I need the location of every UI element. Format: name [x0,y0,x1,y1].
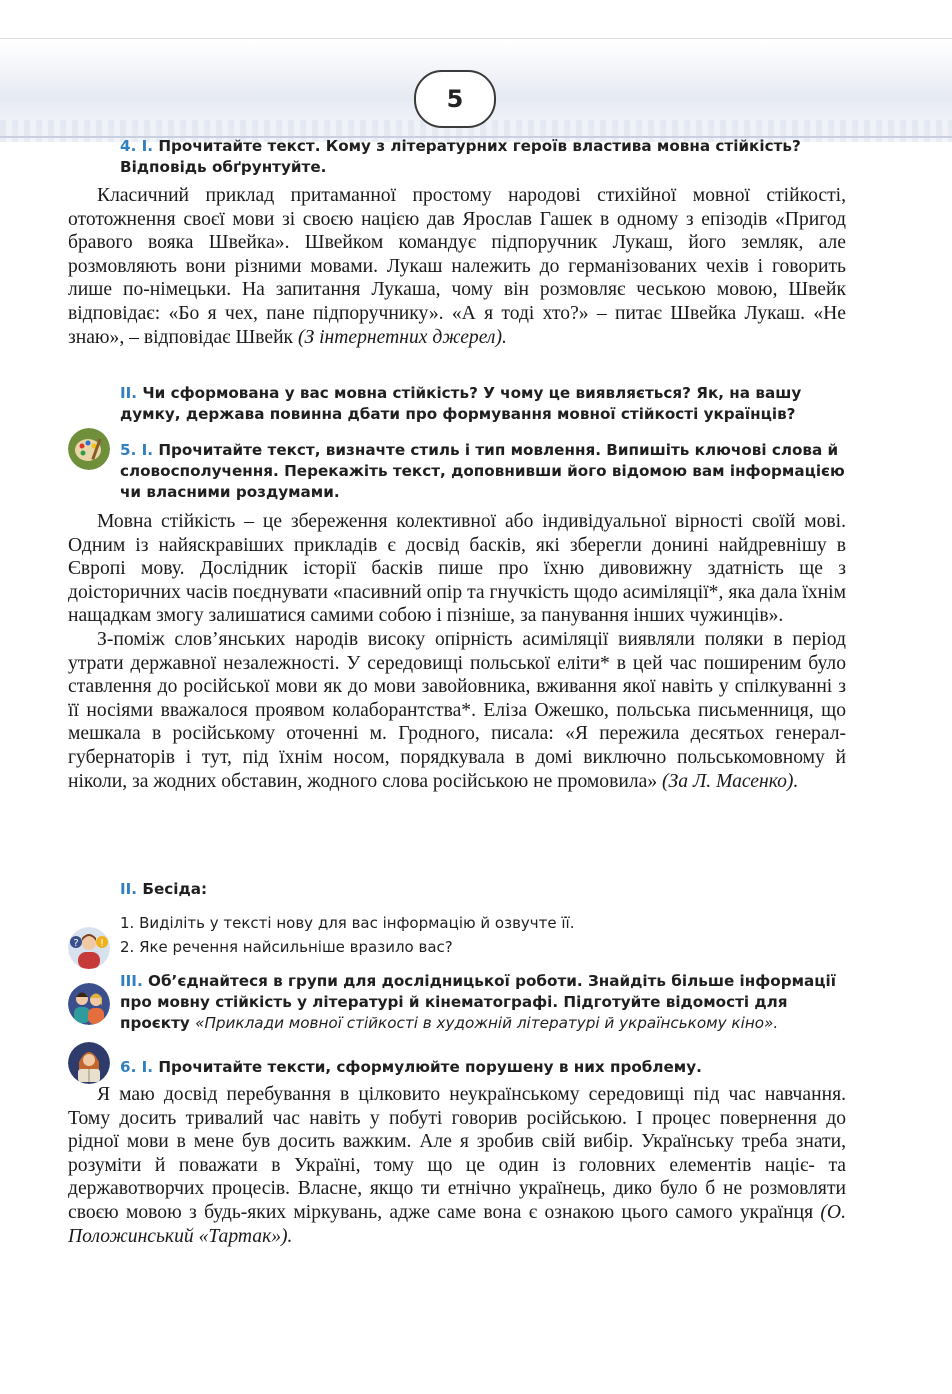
task4-sub2 [120,383,846,425]
task5-sub3 [120,971,846,1034]
top-rule [0,38,952,39]
task5-sub3-text: Об’єднайтеся в групи для дослідницької роботи. Знайдіть більше інформації про мовну стійкість у літературі й кінематографі. Підготуйте відомості для проєкту [120,972,836,1032]
task5-sub3-number: III. [120,972,143,990]
task5-sub2-text: Бесіда: [142,880,208,898]
page-number: 5 [414,70,496,128]
task5-paragraph-1: Мовна стійкість – це збереження колективної або індивідуальної вірності своїй мові. Одним із найяскравіших прикладів є досвід басків, які зберегли донині найдревнішу в Європі мову. Дослідник історії басків пише про їхню дивовижну здатність ще з доісторичних часів поєднувати «пасивний опір та гнучкість щодо асиміляції*, яка дала їхнім нащадкам змогу залишатися самими собою і пізніше, за панування інших чужинців». [68,511,846,627]
task4-instruction [120,136,846,178]
task5-paragraph-2-source: (За Л. Масенко). [662,770,799,792]
task5-sub2-number: II. [120,880,138,898]
task5-paragraph-2: З-поміж слов’янських народів високу опірність асиміляції виявляли поляки в період утрати державної незалежності. У середовищі польської еліти* в цей час поширеним було ставлення до російської мови як до мови завойовника, вживання якої навіть у спілкуванні з її носіями вважалося проявом колаборантства*. Еліза Ожешко, польська письменниця, що мешкала в російському оточенні м. Гродного, писала: «Я пережила десятьох генерал-губернаторів і тут, під їхнім носом, порядкувала в домі виключно польськомовному й ніколи, за жодних обставин, жодного слова російською не промовила» [68,628,846,792]
task4-body-text: Класичний приклад притаманної простому народові стихійної мовної стійкості, ототожнення своєї мови зі своєю нацією дав Ярослав Гашек в одному з епізодів «Пригод бравого вояка Швейка». Швейком командує підпоручник Лукаш, його земляк, але розмовляють вони різними мовами. Лукаш належить до германізованих чехів і говорить лише по-німецьки. На запитання Лукаша, чому він розмовляє чеською мовою, Швейк відповідає: «Бо я чех, пане підпоручнику». «А я тоді хто?» – питає Швейка Лукаш. «Не знаю», – відповідає Швейк [68,185,846,348]
task6-body [68,1083,846,1248]
task6-text: Прочитайте тексти, сформулюйте порушену в них проблему. [158,1058,702,1076]
svg-text:?: ? [73,938,79,949]
question-2: 2. Яке речення найсильніше вразило вас? [120,938,453,956]
task5-number: 5. I. [120,441,154,459]
question-1: 1. Виділіть у тексті нову для вас інформацію й озвучте її. [120,914,575,932]
task5-sub3-project-title: «Приклади мовної стійкості в художній літературі й українському кіно». [195,1014,779,1032]
task4-body [68,184,846,349]
task4-sub2-number: II. [120,384,138,402]
discussion-icon [68,927,110,969]
task5-sub2 [120,879,520,900]
task5-instruction [120,440,846,503]
task4-text: Прочитайте текст. Кому з літературних героїв властива мовна стійкість? Відповідь обґрунтуйте. [120,137,801,176]
task5-questions [120,911,846,959]
task5-body [68,510,846,793]
task5-text: Прочитайте текст, визначте стиль і тип мовлення. Випишіть ключові слова й словосполучення. Перекажіть текст, доповнивши його відомою вам інформацією чи власними роздумами. [120,441,845,501]
reading-icon [68,1042,110,1084]
task6-body-text: Я маю досвід перебування в цілковито неукраїнському середовищі під час навчання. Тому досить тривалий час навіть у побуті говорив російською. І процес повернення до рідної мови в мене був досить важким. Але я зробив свій вибір. Українську треба знати, розуміти й поважати в Україні, тому що це один із головних елементів націє- та державотворчих процесів. Власне, якщо ти етнічно українець, дико було б не розмовляти своєю мовою з будь-яких міркувань, адже саме вона є ознакою цього самого українця [68,1084,846,1223]
task6-number: 6. I. [120,1058,154,1076]
task6-instruction [120,1057,846,1078]
task4-body-source: (З інтернетних джерел). [297,326,507,348]
task6-body-source: (О. Положинський «Тартак»). [68,1201,846,1247]
palette-icon [68,428,110,470]
group-icon [68,983,110,1025]
task4-number: 4. I. [120,137,154,155]
task4-sub2-text: Чи сформована у вас мовна стійкість? У чому це виявляється? Як, на вашу думку, держава повинна дбати про формування мовної стійкості українців? [120,384,802,423]
svg-text:!: ! [99,938,105,949]
